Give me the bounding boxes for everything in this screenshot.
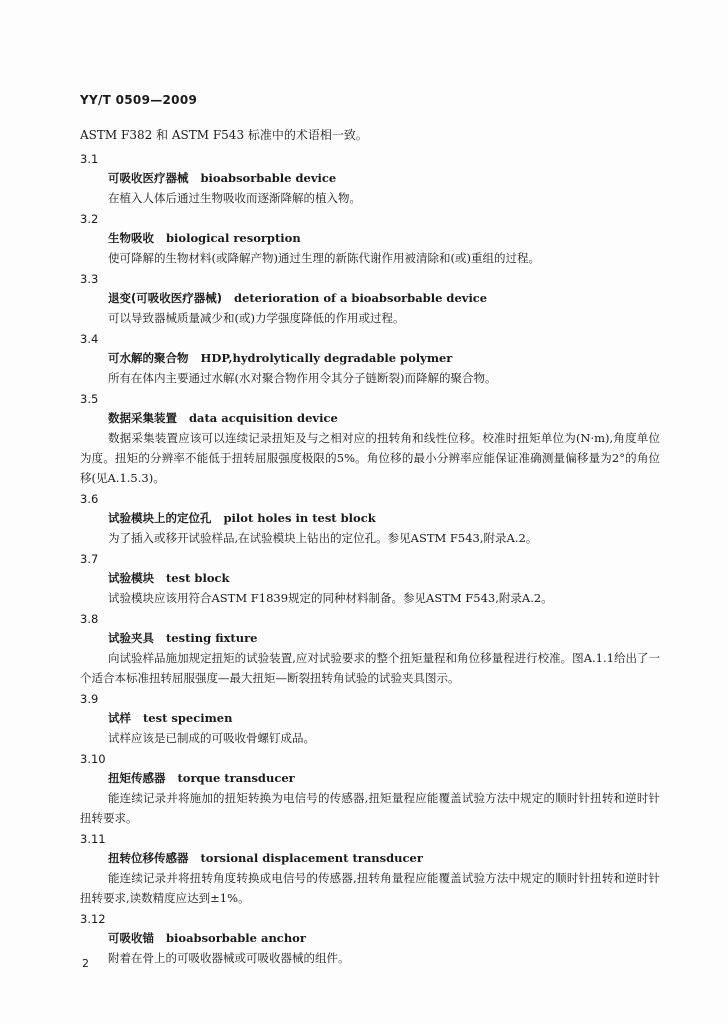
term-heading <box>80 409 660 428</box>
term-number: 3.8 <box>80 612 99 626</box>
term-entry <box>80 910 660 968</box>
term-entry <box>80 610 660 688</box>
term-zh: 试验模块上的定位孔 <box>108 511 212 525</box>
term-heading <box>80 629 660 648</box>
term-entry <box>80 490 660 548</box>
standard-code: YY/T 0509—2009 <box>80 93 198 107</box>
term-zh: 试样 <box>108 711 131 725</box>
term-entry <box>80 210 660 268</box>
term-entry <box>80 750 660 828</box>
term-heading <box>80 289 660 308</box>
term-en: test block <box>166 571 230 585</box>
term-heading <box>80 849 660 868</box>
term-zh: 扭矩传感器 <box>108 771 166 785</box>
term-zh: 可吸收锚 <box>108 931 154 945</box>
term-definition: 试样应该是已制成的可吸收骨螺钉成品。 <box>108 731 315 745</box>
term-number: 3.3 <box>80 272 99 286</box>
term-en: biological resorption <box>166 231 301 245</box>
term-zh: 扭转位移传感器 <box>108 851 189 865</box>
term-en: HDP,hydrolytically degradable polymer <box>200 351 453 365</box>
intro-text: ASTM F382 和 ASTM F543 标准中的术语相一致。 <box>80 128 368 142</box>
term-number: 3.11 <box>80 832 106 846</box>
term-definition: 数据采集装置应该可以连续记录扭矩及与之相对应的扭转角和线性位移。校准时扭矩单位为(N·m),角度单位为度。扭矩的分辨率不能低于扭转屈服强度极限的5%。角位移的最小分辨率应能保证准确测量偏移量为2°的角位移(见A.1.5.3)。 <box>80 431 660 485</box>
term-zh: 生物吸收 <box>108 231 154 245</box>
term-zh: 可吸收医疗器械 <box>108 171 189 185</box>
term-en: deterioration of a bioabsorbable device <box>234 291 488 305</box>
term-en: bioabsorbable device <box>200 171 337 185</box>
term-zh: 数据采集装置 <box>108 411 177 425</box>
term-definition: 向试验样品施加规定扭矩的试验装置,应对试验要求的整个扭矩量程和角位移量程进行校准。图A.1.1给出了一个适合本标准扭转屈服强度—最大扭矩—断裂扭转角试验的试验夹具图示。 <box>80 651 660 685</box>
term-zh: 退变(可吸收医疗器械) <box>108 291 223 305</box>
term-definition: 附着在骨上的可吸收器械或可吸收器械的组件。 <box>108 951 350 965</box>
term-en: test specimen <box>143 711 233 725</box>
term-zh: 试验夹具 <box>108 631 154 645</box>
term-heading <box>80 229 660 248</box>
term-en: torsional displacement transducer <box>200 851 423 865</box>
term-zh: 试验模块 <box>108 571 154 585</box>
term-number: 3.10 <box>80 752 106 766</box>
term-number: 3.1 <box>80 152 99 166</box>
term-definition: 为了插入或移开试验样品,在试验模块上钻出的定位孔。参见ASTM F543,附录A.2。 <box>108 531 538 545</box>
term-entry <box>80 690 660 748</box>
term-zh: 可水解的聚合物 <box>108 351 189 365</box>
term-number: 3.7 <box>80 552 99 566</box>
term-number: 3.5 <box>80 392 99 406</box>
term-number: 3.4 <box>80 332 99 346</box>
term-en: torque transducer <box>177 771 295 785</box>
term-definition: 试验模块应该用符合ASTM F1839规定的同种材料制备。参见ASTM F543,附录A.2。 <box>108 591 553 605</box>
term-number: 3.9 <box>80 692 99 706</box>
term-number: 3.2 <box>80 212 99 226</box>
term-heading <box>80 569 660 588</box>
term-en: bioabsorbable anchor <box>166 931 306 945</box>
term-entry <box>80 550 660 608</box>
term-definition: 能连续记录并将扭转角度转换成电信号的传感器,扭转角量程应能覆盖试验方法中规定的顺时针扭转和逆时针扭转要求,读数精度应达到±1%。 <box>80 871 660 905</box>
term-entry <box>80 270 660 328</box>
terms-list <box>80 150 660 970</box>
term-heading <box>80 769 660 788</box>
term-heading <box>80 709 660 728</box>
term-heading <box>80 349 660 368</box>
term-definition: 可以导致器械质量减少和(或)力学强度降低的作用或过程。 <box>108 311 405 325</box>
term-entry <box>80 390 660 488</box>
term-number: 3.12 <box>80 912 106 926</box>
term-definition: 在植入人体后通过生物吸收而逐渐降解的植入物。 <box>108 191 361 205</box>
term-heading <box>80 169 660 188</box>
term-entry <box>80 830 660 908</box>
term-definition: 使可降解的生物材料(或降解产物)通过生理的新陈代谢作用被清除和(或)重组的过程。 <box>108 251 540 265</box>
term-en: testing fixture <box>166 631 258 645</box>
page-number: 2 <box>82 957 89 970</box>
term-heading <box>80 509 660 528</box>
term-en: pilot holes in test block <box>223 511 376 525</box>
term-definition: 所有在体内主要通过水解(水对聚合物作用令其分子链断裂)而降解的聚合物。 <box>108 371 497 385</box>
term-definition: 能连续记录并将施加的扭矩转换为电信号的传感器,扭矩量程应能覆盖试验方法中规定的顺时针扭转和逆时针扭转要求。 <box>80 791 660 825</box>
term-entry <box>80 330 660 388</box>
term-en: data acquisition device <box>189 411 338 425</box>
term-heading <box>80 929 660 948</box>
term-number: 3.6 <box>80 492 99 506</box>
term-entry <box>80 150 660 208</box>
